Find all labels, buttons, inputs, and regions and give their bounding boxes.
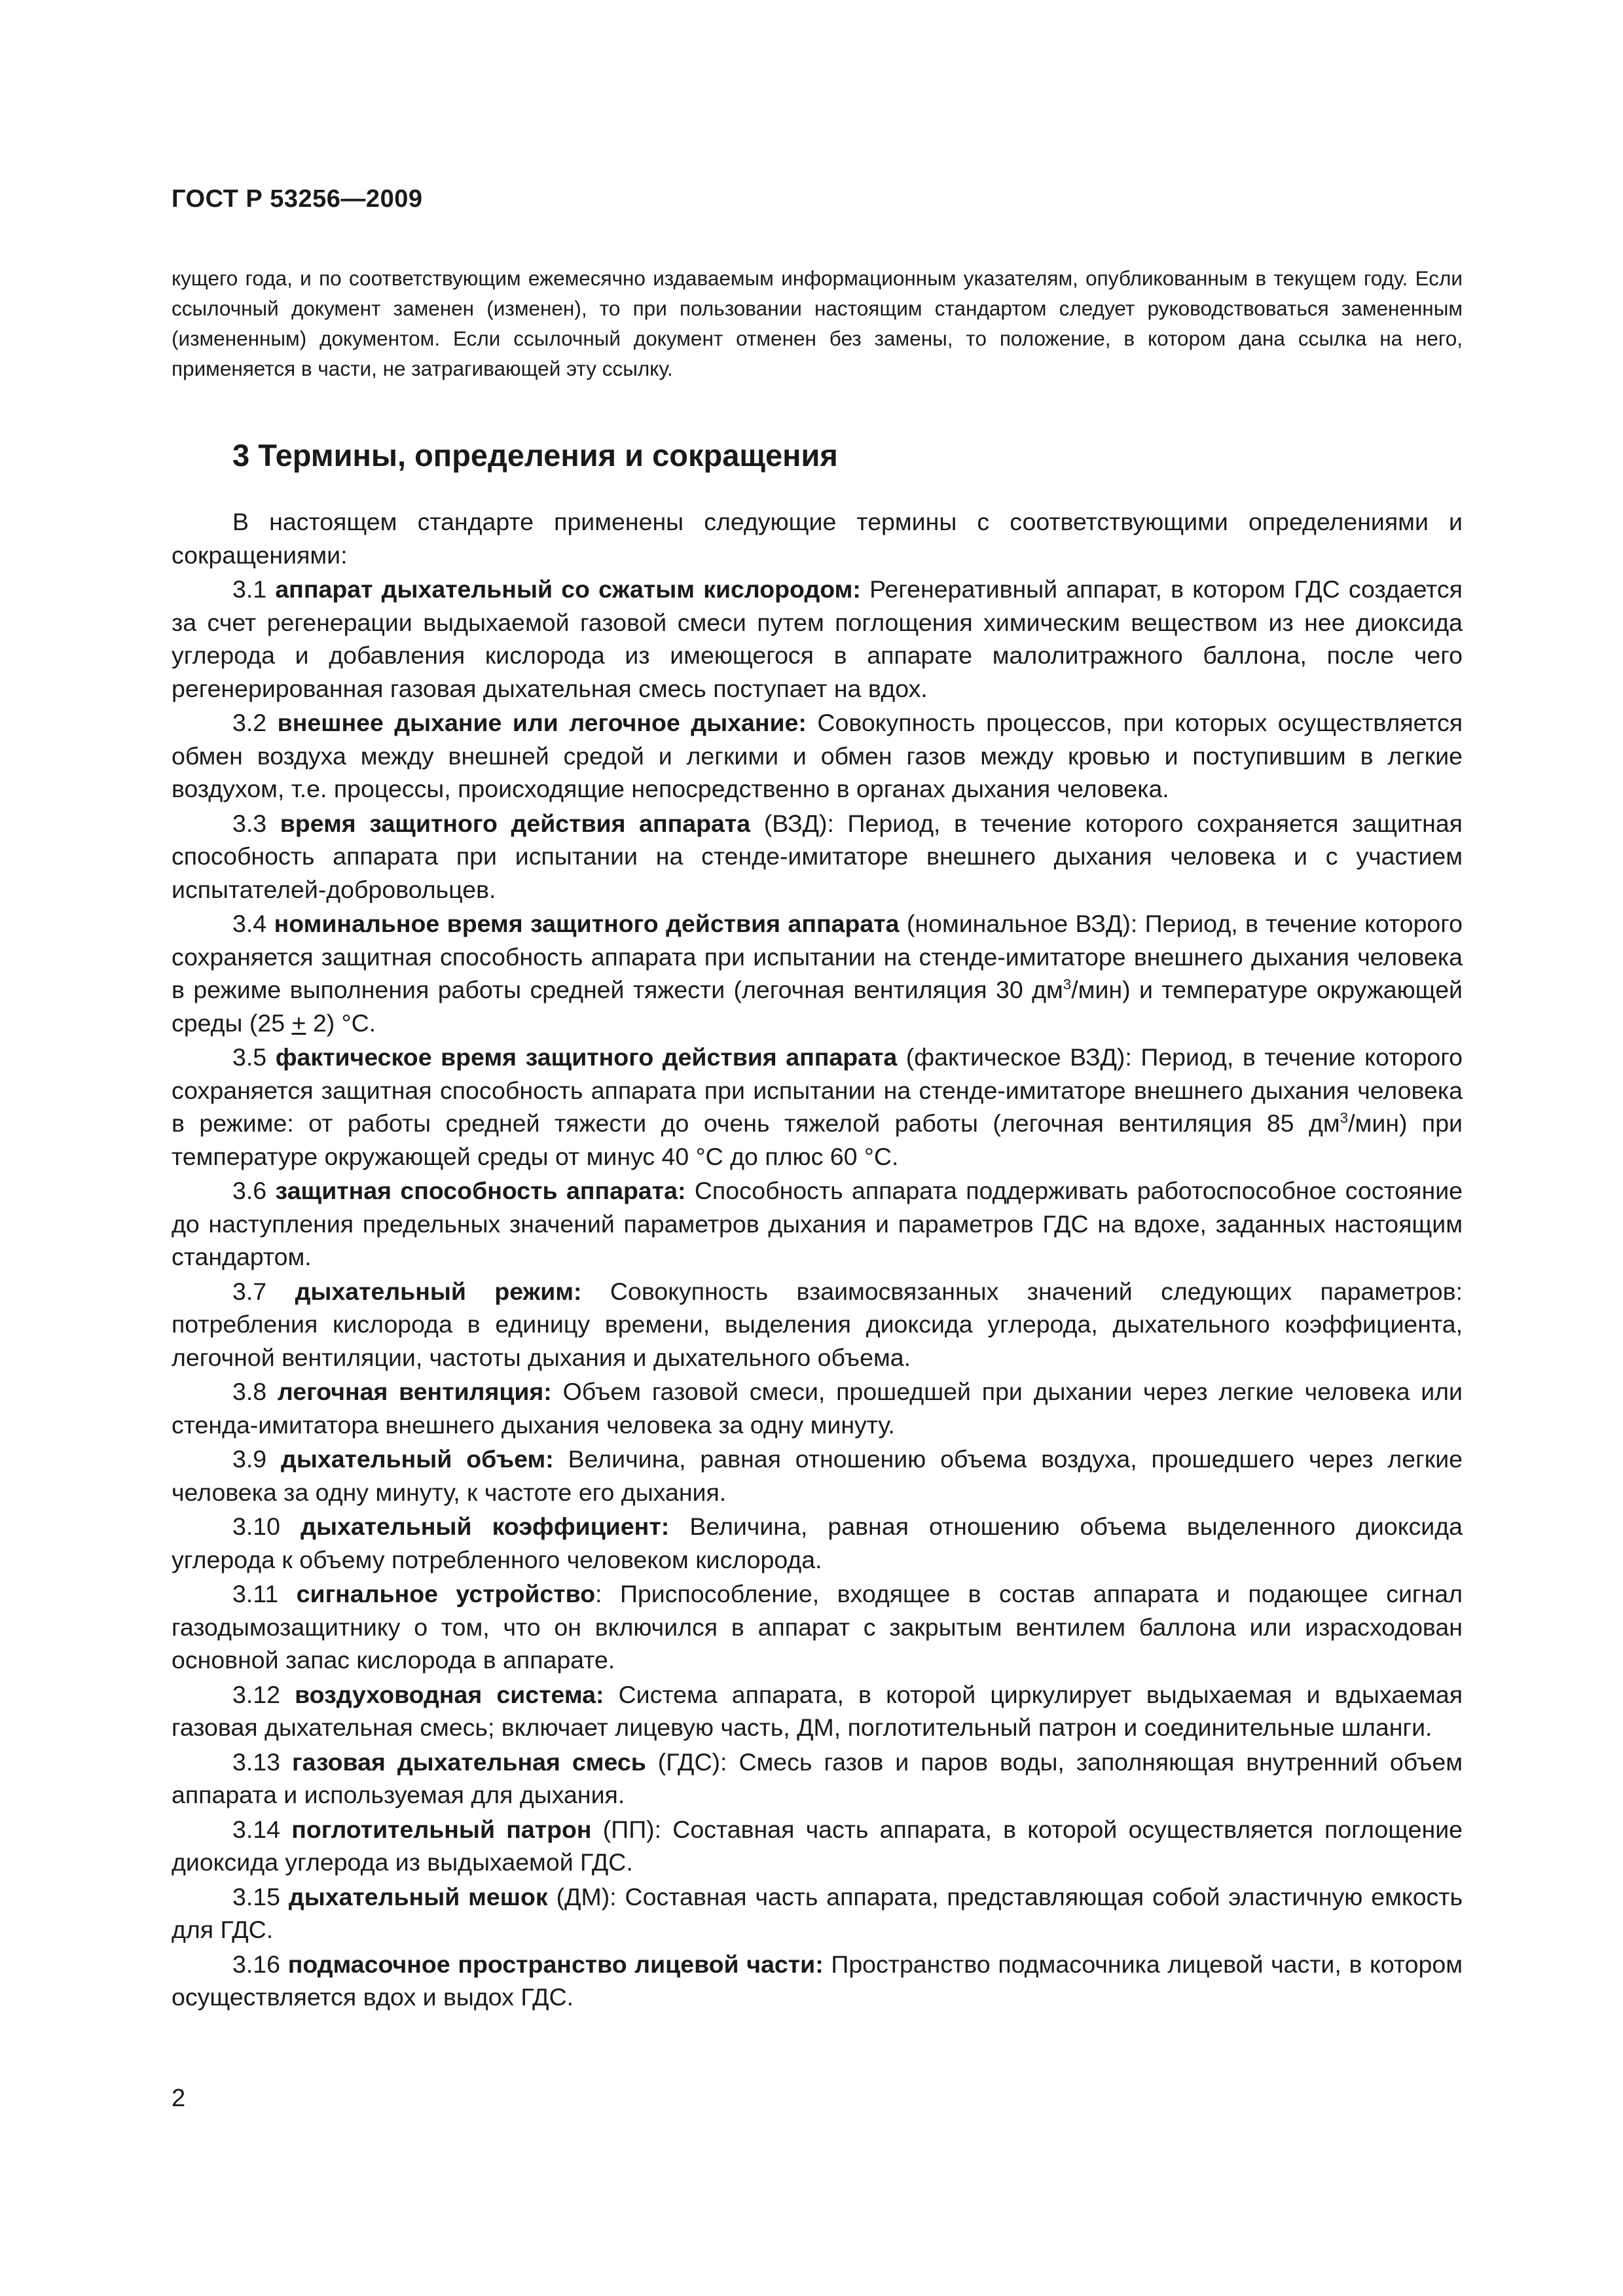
section-lead: В настоящем стандарте применены следующие термины с соответствующими определениями и сокращениями: bbox=[172, 508, 1463, 569]
term-name: воздуховодная система: bbox=[295, 1680, 604, 1708]
term-3-8 bbox=[172, 1375, 1463, 1443]
term-number: 3.4 bbox=[232, 910, 267, 937]
term-number: 3.6 bbox=[232, 1177, 267, 1204]
term-name: поглотительный патрон bbox=[291, 1815, 592, 1843]
term-number: 3.2 bbox=[232, 709, 267, 736]
term-name: фактическое время защитного действия аппарата bbox=[275, 1043, 898, 1071]
term-definition-end: 2) °С. bbox=[306, 1009, 376, 1037]
term-number: 3.5 bbox=[232, 1043, 267, 1071]
term-definition: Пространство подмасочника лицевой части, в котором осуществляется вдох и выдох ГДС. bbox=[172, 1950, 1463, 2011]
term-3-11 bbox=[172, 1577, 1463, 1678]
term-number: 3.14 bbox=[232, 1815, 280, 1843]
term-definition: (фактическое ВЗД): Период, в течение которого сохраняется защитная способность аппарата при испытании на стенде-имитаторе внешнего дыхания человека в режиме: от работы средней тяжести до очень тяжелой работы (легочная вентиляция 85 дм bbox=[172, 1043, 1463, 1137]
term-name: легочная вентиляция: bbox=[277, 1378, 552, 1405]
terms-body bbox=[172, 505, 1463, 2015]
term-3-14 bbox=[172, 1813, 1463, 1880]
term-3-1 bbox=[172, 573, 1463, 706]
plus-minus-sign: + bbox=[291, 1009, 306, 1037]
term-name: газовая дыхательная смесь bbox=[292, 1748, 646, 1776]
term-3-3 bbox=[172, 807, 1463, 908]
term-number: 3.16 bbox=[232, 1950, 280, 1978]
term-name: дыхательный объем: bbox=[281, 1445, 554, 1473]
term-definition: Величина, равная отношению объема выделенного диоксида углерода к объему потребленного человеком кислорода. bbox=[172, 1513, 1463, 1573]
term-definition: Объем газовой смеси, прошедшей при дыхании через легкие человека или стенда-имитатора внешнего дыхания человека за одну минуту. bbox=[172, 1378, 1463, 1439]
term-definition-cont: /мин) при температуре окружающей среды от минус 40 °С до плюс 60 °С. bbox=[172, 1109, 1463, 1170]
term-number: 3.11 bbox=[232, 1580, 279, 1607]
term-definition: Величина, равная отношению объема воздуха, прошедшего через легкие человека за одну минуту, к частоте его дыхания. bbox=[172, 1445, 1463, 1506]
term-name: дыхательный коэффициент: bbox=[301, 1513, 670, 1540]
term-definition-cont: /мин) и температуре окружающей среды (25 bbox=[172, 976, 1463, 1037]
term-number: 3.9 bbox=[232, 1445, 267, 1473]
superscript: 3 bbox=[1063, 976, 1072, 993]
term-name: подмасочное пространство лицевой части: bbox=[287, 1950, 824, 1978]
term-definition: (ДМ): Составная часть аппарата, представляющая собой эластичную емкость для ГДС. bbox=[172, 1882, 1463, 1943]
term-3-16 bbox=[172, 1948, 1463, 2015]
term-name: защитная способность аппарата: bbox=[275, 1177, 686, 1204]
term-definition: Способность аппарата поддерживать работоспособное состояние до наступления предельных значений параметров дыхания и параметров ГДС на вдохе, заданных настоящим стандартом. bbox=[172, 1177, 1463, 1270]
term-definition: Совокупность взаимосвязанных значений следующих параметров: потребления кислорода в единицу времени, выделения диоксида углерода, дыхательного коэффициента, легочной вентиляции, частоты дыхания и дыхательного объема. bbox=[172, 1277, 1463, 1371]
term-number: 3.10 bbox=[232, 1513, 280, 1540]
term-name: время защитного действия аппарата bbox=[280, 809, 751, 837]
term-3-10 bbox=[172, 1510, 1463, 1577]
superscript: 3 bbox=[1340, 1109, 1349, 1126]
term-definition: : Приспособление, входящее в состав аппарата и подающее сигнал газодымозащитнику о том, что он включился в аппарат с закрытым вентилем баллона или израсходован основной запас кислорода в аппарате. bbox=[172, 1580, 1463, 1674]
term-definition: (ВЗД): Период, в течение которого сохраняется защитная способность аппарата при испытании на стенде-имитаторе внешнего дыхания человека и с участием испытателей-добровольцев. bbox=[172, 809, 1463, 903]
term-name: дыхательный мешок bbox=[288, 1882, 548, 1910]
term-3-13 bbox=[172, 1746, 1463, 1813]
term-number: 3.7 bbox=[232, 1277, 267, 1305]
term-3-2 bbox=[172, 706, 1463, 807]
term-name: сигнальное устройство bbox=[296, 1580, 596, 1607]
term-3-9 bbox=[172, 1443, 1463, 1510]
term-name: внешнее дыхание или легочное дыхание: bbox=[277, 709, 807, 736]
term-3-5 bbox=[172, 1041, 1463, 1174]
term-definition: (ПП): Составная часть аппарата, в которой осуществляется поглощение диоксида углерода из выдыхаемой ГДС. bbox=[172, 1815, 1463, 1876]
term-3-4 bbox=[172, 907, 1463, 1041]
term-definition: Совокупность процессов, при которых осуществляется обмен воздуха между внешней средой и легкими и обмен газов между кровью и поступившим в легкие воздухом, т.е. процессы, происходящие непосредственно в органах дыхания человека. bbox=[172, 709, 1463, 802]
term-number: 3.15 bbox=[232, 1882, 280, 1910]
term-3-7 bbox=[172, 1275, 1463, 1376]
term-definition: Система аппарата, в которой циркулирует выдыхаемая и вдыхаемая газовая дыхательная смесь; включает лицевую часть, ДМ, поглотительный патрон и соединительные шланги. bbox=[172, 1680, 1463, 1741]
term-definition: (номинальное ВЗД): Период, в течение которого сохраняется защитная способность аппарата при испытании на стенде-имитаторе внешнего дыхания человека в режиме выполнения работы средней тяжести (легочная вентиляция 30 дм bbox=[172, 910, 1463, 1003]
section-title: 3 Термины, определения и сокращения bbox=[232, 438, 838, 473]
term-name: номинальное время защитного действия аппарата bbox=[274, 910, 900, 937]
term-number: 3.8 bbox=[232, 1378, 267, 1405]
term-definition: Регенеративный аппарат, в котором ГДС создается за счет регенерации выдыхаемой газовой смеси путем поглощения химическим веществом из нее диоксида углерода и добавления кислорода из имеющегося в аппарате малолитражного баллона, после чего регенерированная газовая дыхательная смесь поступает на вдох. bbox=[172, 575, 1463, 702]
term-name: аппарат дыхательный со сжатым кислородом: bbox=[275, 575, 861, 603]
term-number: 3.1 bbox=[232, 575, 267, 603]
term-number: 3.13 bbox=[232, 1748, 280, 1776]
term-name: дыхательный режим: bbox=[295, 1277, 582, 1305]
term-3-15 bbox=[172, 1880, 1463, 1948]
term-number: 3.12 bbox=[232, 1680, 280, 1708]
standard-header: ГОСТ Р 53256—2009 bbox=[172, 185, 423, 213]
term-3-6 bbox=[172, 1174, 1463, 1275]
term-definition: (ГДС): Смесь газов и паров воды, заполняющая внутренний объем аппарата и используемая для дыхания. bbox=[172, 1748, 1463, 1808]
term-3-12 bbox=[172, 1678, 1463, 1746]
page-number: 2 bbox=[172, 2085, 186, 2112]
intro-paragraph: кущего года, и по соответствующим ежемесячно издаваемым информационным указателям, опубликованным в текущем году. Если ссылочный документ заменен (изменен), то при пользовании настоящим стандартом следует руководствоваться замененным (измененным) документом. Если ссылочный документ отменен без замены, то положение, в котором дана ссылка на него, применяется в части, не затрагивающей эту ссылку. bbox=[172, 266, 1463, 380]
term-number: 3.3 bbox=[232, 809, 267, 837]
